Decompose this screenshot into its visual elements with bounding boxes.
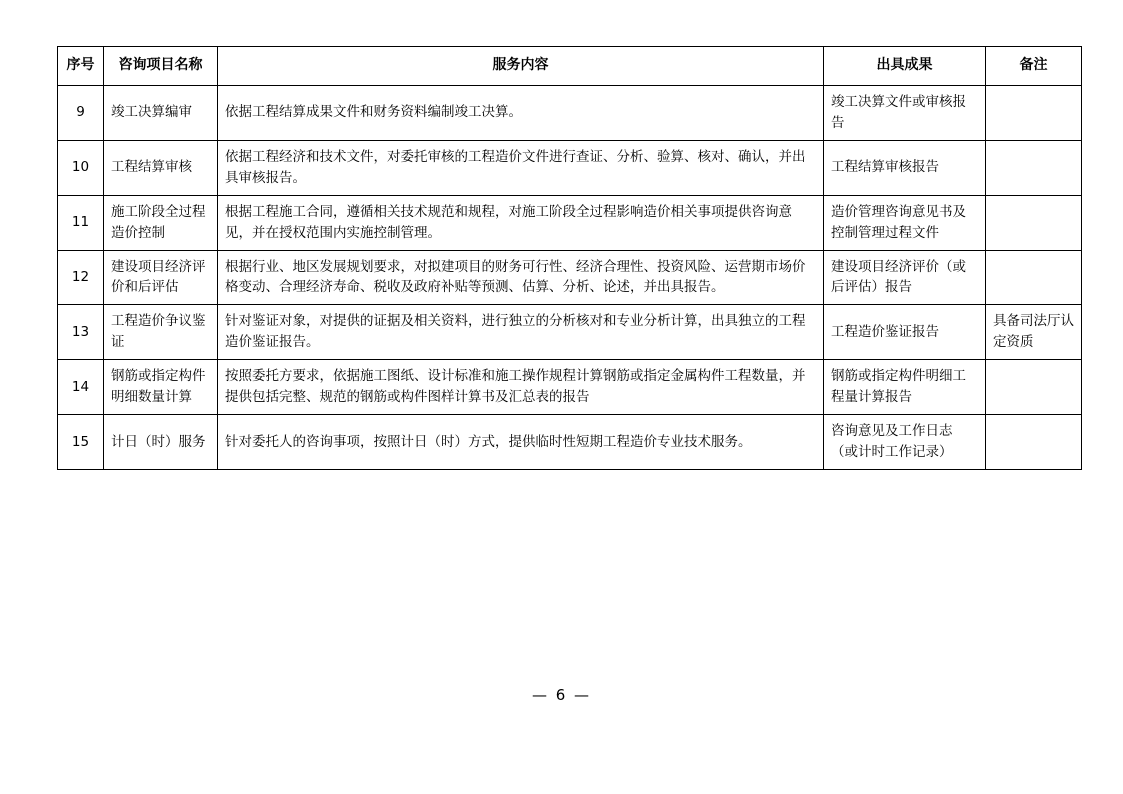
column-header-no: 序号 <box>58 47 104 86</box>
cell-no: 9 <box>58 86 104 141</box>
cell-remark <box>986 86 1082 141</box>
cell-remark <box>986 360 1082 415</box>
table-header-row <box>58 47 1082 86</box>
cell-project-name: 钢筋或指定构件明细数量计算 <box>104 360 218 415</box>
cell-project-name: 工程造价争议鉴证 <box>104 305 218 360</box>
cell-deliverable: 工程造价鉴证报告 <box>824 305 986 360</box>
column-header-deliverable: 出具成果 <box>824 47 986 86</box>
cell-remark <box>986 140 1082 195</box>
cell-project-name: 工程结算审核 <box>104 140 218 195</box>
table-row <box>58 195 1082 250</box>
cell-service-content: 根据行业、地区发展规划要求，对拟建项目的财务可行性、经济合理性、投资风险、运营期市场价格变动、合理经济寿命、税收及政府补贴等预测、估算、分析、论述，并出具报告。 <box>218 250 824 305</box>
cell-remark <box>986 415 1082 470</box>
cell-no: 12 <box>58 250 104 305</box>
cell-service-content: 依据工程经济和技术文件，对委托审核的工程造价文件进行查证、分析、验算、核对、确认，并出具审核报告。 <box>218 140 824 195</box>
table-row <box>58 415 1082 470</box>
table-row <box>58 250 1082 305</box>
cell-project-name: 计日（时）服务 <box>104 415 218 470</box>
table-row <box>58 305 1082 360</box>
table-body <box>58 86 1082 470</box>
cell-service-content: 针对委托人的咨询事项，按照计日（时）方式，提供临时性短期工程造价专业技术服务。 <box>218 415 824 470</box>
cell-deliverable: 造价管理咨询意见书及控制管理过程文件 <box>824 195 986 250</box>
table-row <box>58 360 1082 415</box>
cell-deliverable: 竣工决算文件或审核报告 <box>824 86 986 141</box>
table-row <box>58 140 1082 195</box>
cell-no: 11 <box>58 195 104 250</box>
cell-service-content: 根据工程施工合同，遵循相关技术规范和规程，对施工阶段全过程影响造价相关事项提供咨询意见，并在授权范围内实施控制管理。 <box>218 195 824 250</box>
page-number: — 6 — <box>531 686 592 704</box>
table-row <box>58 86 1082 141</box>
cell-no: 14 <box>58 360 104 415</box>
cell-remark <box>986 250 1082 305</box>
column-header-service-content: 服务内容 <box>218 47 824 86</box>
cell-deliverable: 钢筋或指定构件明细工程量计算报告 <box>824 360 986 415</box>
cell-service-content: 依据工程结算成果文件和财务资料编制竣工决算。 <box>218 86 824 141</box>
cell-deliverable: 建设项目经济评价（或后评估）报告 <box>824 250 986 305</box>
consulting-services-table <box>57 46 1082 470</box>
cell-remark <box>986 195 1082 250</box>
cell-service-content: 针对鉴证对象，对提供的证据及相关资料，进行独立的分析核对和专业分析计算，出具独立的工程造价鉴证报告。 <box>218 305 824 360</box>
table-header <box>58 47 1082 86</box>
cell-project-name: 竣工决算编审 <box>104 86 218 141</box>
column-header-project-name: 咨询项目名称 <box>104 47 218 86</box>
cell-no: 10 <box>58 140 104 195</box>
cell-no: 15 <box>58 415 104 470</box>
cell-no: 13 <box>58 305 104 360</box>
cell-service-content: 按照委托方要求，依据施工图纸、设计标准和施工操作规程计算钢筋或指定金属构件工程数量，并提供包括完整、规范的钢筋或构件图样计算书及汇总表的报告 <box>218 360 824 415</box>
cell-deliverable: 工程结算审核报告 <box>824 140 986 195</box>
cell-remark: 具备司法厅认定资质 <box>986 305 1082 360</box>
cell-deliverable: 咨询意见及工作日志（或计时工作记录） <box>824 415 986 470</box>
column-header-remark: 备注 <box>986 47 1082 86</box>
cell-project-name: 建设项目经济评价和后评估 <box>104 250 218 305</box>
cell-project-name: 施工阶段全过程造价控制 <box>104 195 218 250</box>
